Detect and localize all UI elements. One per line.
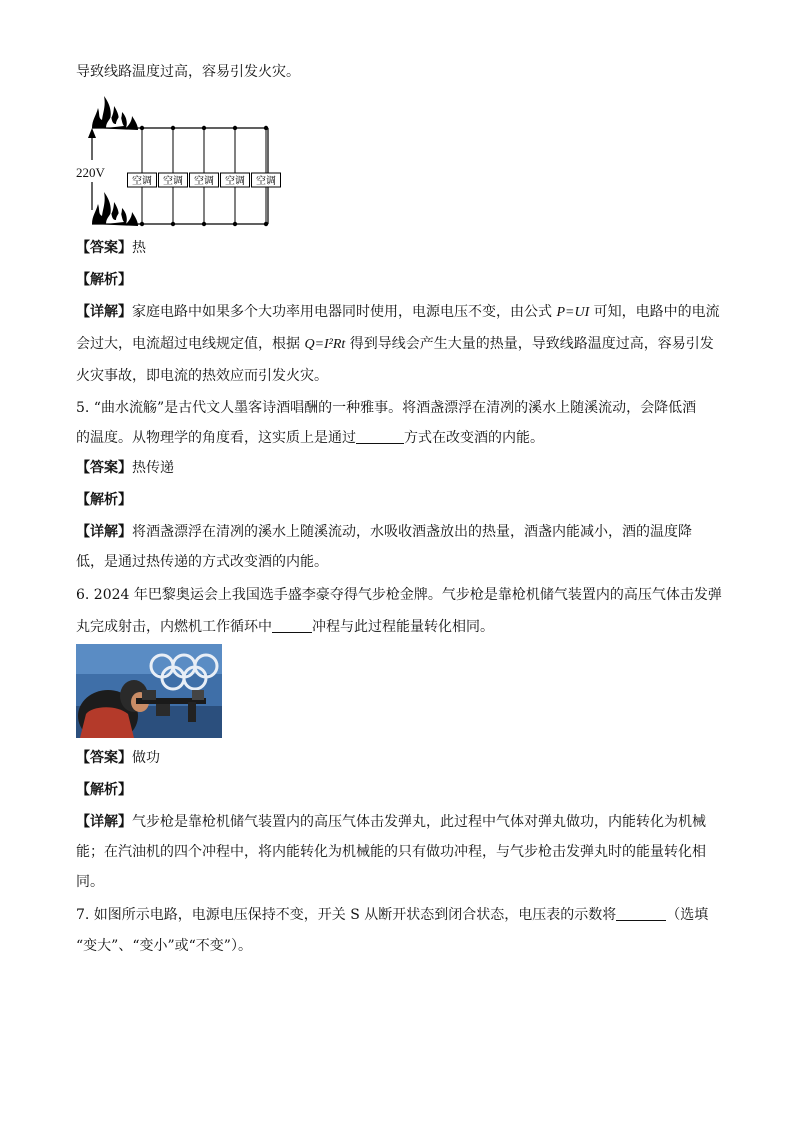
question-5-cont: 的温度。从物理学的角度看，这实质上是通过 方式在改变酒的内能。	[76, 430, 544, 446]
ac-unit-label: 空调	[256, 176, 276, 187]
detail-line: 同。	[76, 874, 104, 890]
analysis-heading: 【解析】	[76, 782, 132, 798]
answer-blank	[356, 429, 404, 444]
answer-line: 【答案】热	[76, 240, 146, 256]
formula: Q=I²Rt	[304, 337, 346, 352]
detail-line: 【详解】气步枪是靠枪机储气装置内的高压气体击发弹丸，此过程中气体对弹丸做功，内能转化为机械	[76, 814, 706, 830]
voltage-label: 220V	[76, 165, 105, 180]
question-6-cont: 丸完成射击，内燃机工作循环中 冲程与此过程能量转化相同。	[76, 619, 494, 635]
answer-line: 【答案】热传递	[76, 460, 174, 476]
formula: P=UI	[556, 305, 590, 320]
ac-unit-label: 空调	[163, 176, 183, 187]
ac-unit-label: 空调	[132, 176, 152, 187]
question-7-cont: “变大”、“变小”或“不变”）。	[76, 938, 252, 954]
analysis-heading: 【解析】	[76, 492, 132, 508]
circuit-diagram	[76, 94, 286, 228]
ac-unit-label: 空调	[225, 176, 245, 187]
detail-line: 【详解】将酒盏漂浮在清冽的溪水上随溪流动，水吸收酒盏放出的热量，酒盏内能减小，酒的温度降	[76, 524, 692, 540]
detail-line: 低，是通过热传递的方式改变酒的内能。	[76, 554, 328, 570]
detail-line: 【详解】家庭电路中如果多个大功率用电器同时使用，电源电压不变，由公式 P=UI 可知，电路中的电流	[76, 304, 720, 320]
detail-line: 能；在汽油机的四个冲程中，将内能转化为机械能的只有做功冲程，与气步枪击发弹丸时的能量转化相	[76, 844, 706, 860]
text-line: 导致线路温度过高，容易引发火灾。	[76, 64, 300, 80]
flame-icon	[92, 96, 138, 130]
question-5: 5. “曲水流觞”是古代文人墨客诗酒唱酬的一种雅事。将酒盏漂浮在清冽的溪水上随溪流动，会降低酒	[76, 400, 697, 416]
answer-line: 【答案】做功	[76, 750, 160, 766]
analysis-heading: 【解析】	[76, 272, 132, 288]
question-7: 7. 如图所示电路，电源电压保持不变，开关 S 从断开状态到闭合状态，电压表的示数将 （选填	[76, 907, 709, 923]
flame-icon	[92, 192, 138, 226]
answer-blank	[272, 618, 312, 633]
detail-line: 火灾事故，即电流的热效应而引发火灾。	[76, 368, 328, 384]
question-6: 6. 2024 年巴黎奥运会上我国选手盛李豪夺得气步枪金牌。气步枪是靠枪机储气装置内的高压气体击发弹	[76, 587, 722, 603]
answer-blank	[616, 906, 666, 921]
shooter-photo	[76, 644, 222, 738]
ac-unit-label: 空调	[194, 176, 214, 187]
detail-line: 会过大，电流超过电线规定值，根据 Q=I²Rt 得到导线会产生大量的热量，导致线路温度过高，容易引发	[76, 336, 714, 352]
